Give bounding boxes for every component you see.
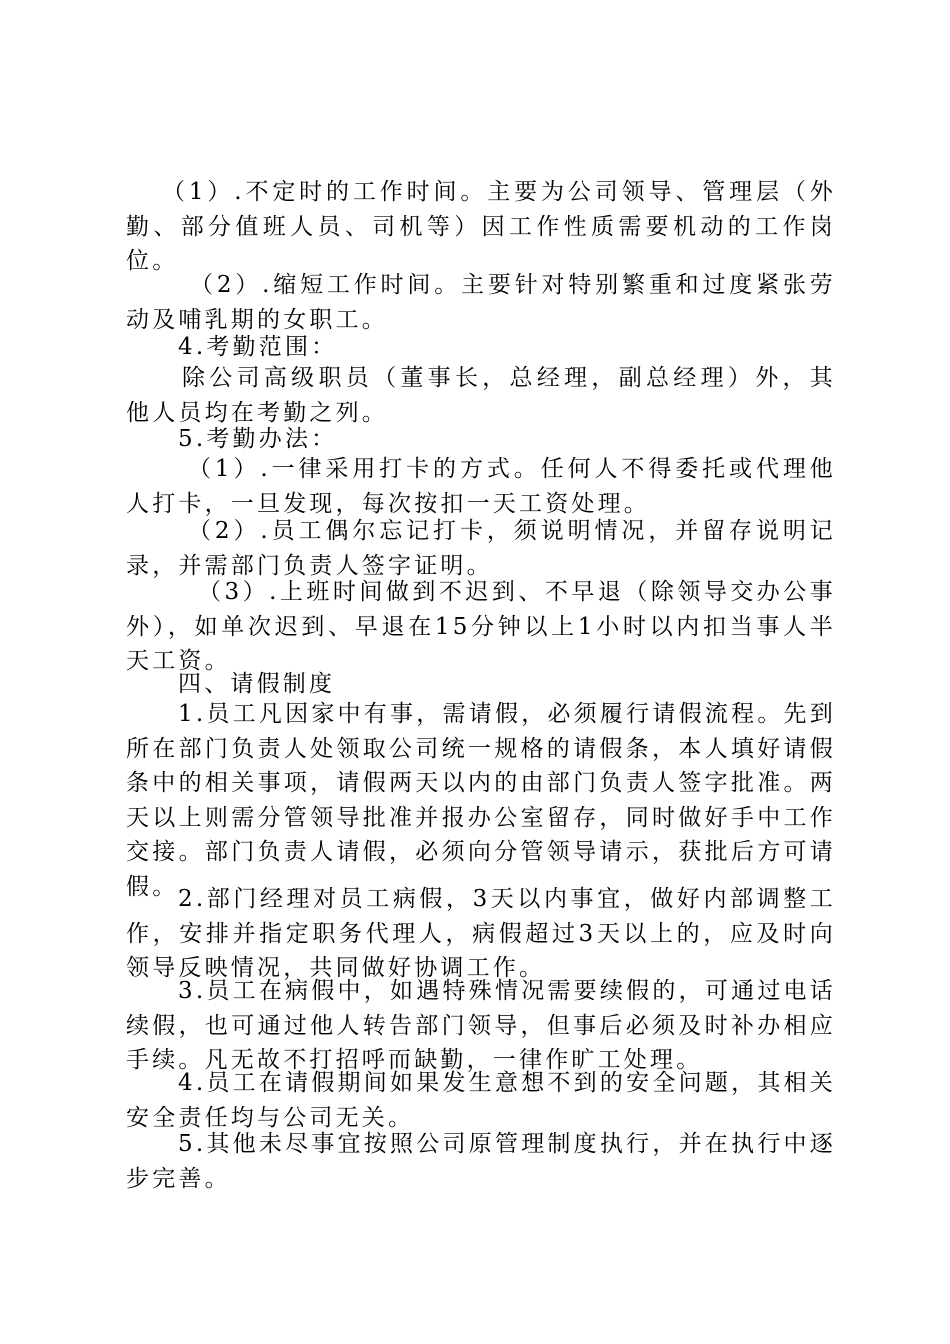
paragraph-flexible-hours: （1）.不定时的工作时间。主要为公司领导、管理层（外勤、部分值班人员、司机等）因工作性质需要机动的工作岗位。	[126, 179, 836, 274]
paragraph-shortened-hours: （2）.缩短工作时间。主要针对特别繁重和过度紧张劳动及哺乳期的女职工。	[126, 272, 836, 333]
heading-attendance-scope: 4.考勤范围：	[178, 334, 338, 360]
paragraph-sick-leave: 2.部门经理对员工病假，3天以内事宜，做好内部调整工作，安排并指定职务代理人，病假超过3天以上的，应及时向领导反映情况，共同做好协调工作。	[126, 886, 836, 981]
paragraph-late-early: （3）.上班时间做到不迟到、不早退（除领导交办公事外），如单次迟到、早退在15分钟以上1小时以内扣当事人半天工资。	[126, 579, 836, 674]
paragraph-punch-card: （1）.一律采用打卡的方式。任何人不得委托或代理他人打卡，一旦发现，每次按扣一天工资处理。	[126, 456, 836, 517]
paragraph-other-matters: 5.其他未尽事宜按照公司原管理制度执行，并在执行中逐步完善。	[126, 1131, 836, 1192]
heading-attendance-method: 5.考勤办法：	[178, 426, 338, 452]
paragraph-attendance-scope: 除公司高级职员（董事长，总经理，副总经理）外，其他人员均在考勤之列。	[126, 365, 836, 426]
paragraph-extend-leave: 3.员工在病假中，如遇特殊情况需要续假的，可通过电话续假，也可通过他人转告部门领导，但事后必须及时补办相应手续。凡无故不打招呼而缺勤，一律作旷工处理。	[126, 978, 836, 1073]
paragraph-forgot-punch: （2）.员工偶尔忘记打卡，须说明情况，并留存说明记录，并需部门负责人签字证明。	[126, 518, 836, 579]
paragraph-safety-liability: 4.员工在请假期间如果发生意想不到的安全问题，其相关安全责任均与公司无关。	[126, 1070, 836, 1131]
paragraph-leave-process: 1.员工凡因家中有事，需请假，必须履行请假流程。先到所在部门负责人处领取公司统一规格的请假条，本人填好请假条中的相关事项，请假两天以内的由部门负责人签字批准。两天以上则需分管领导批准并报办公室留存，同时做好手中工作交接。部门负责人请假，必须向分管领导请示，获批后方可请假。	[126, 701, 836, 900]
heading-leave-policy: 四、请假制度	[178, 671, 336, 697]
